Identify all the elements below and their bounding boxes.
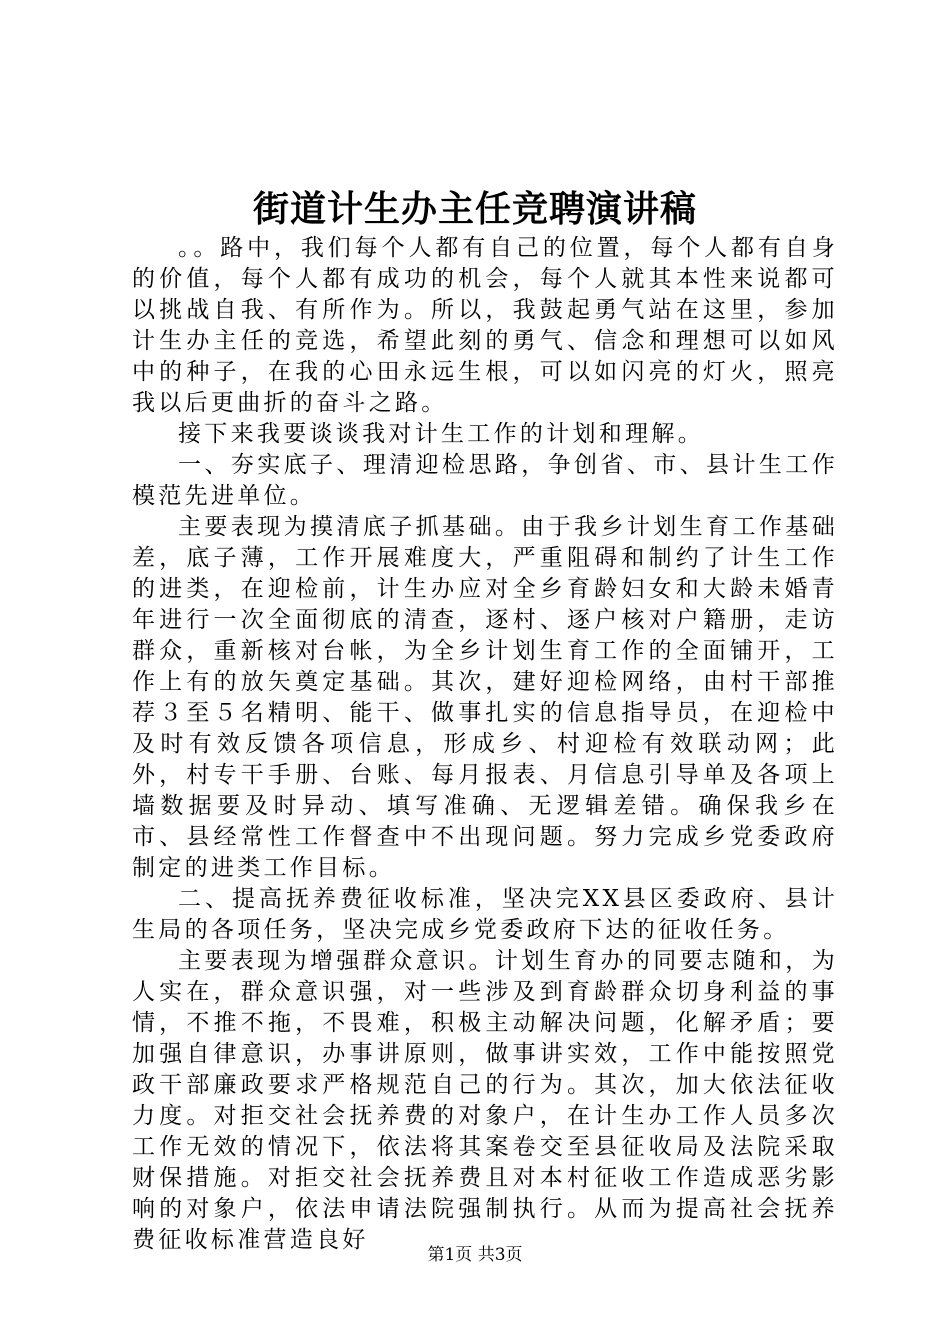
page-footer: 第1页 共3页 xyxy=(427,1245,523,1265)
document-title: 街道计生办主任竞聘演讲稿 xyxy=(252,188,697,230)
paragraph: 主要表现为增强群众意识。计划生育办的同要志随和，为人实在，群众意识强，对一些涉及到育龄群众切身利益的事情，不推不拖，不畏难，积极主动解决问题，化解矛盾；要加强自律意识，办事讲原则，做事讲实效，工作中能按照党政干部廉政要求严格规范自己的行为。其次，加大依法征收力度。对拒交社会抚养费的对象户，在计生办工作人员多次工作无效的情况下，依法将其案卷交至县征收局及法院采取财保措施。对拒交社会抚养费且对本村征收工作造成恶劣影响的对象户，依法申请法院强制执行。从而为提高社会抚养费征收标准营造良好 xyxy=(132,948,838,1253)
paragraph: 。。路中，我们每个人都有自己的位置，每个人都有自身的价值，每个人都有成功的机会，每个人就其本性来说都可以挑战自我、有所作为。所以，我鼓起勇气站在这里，参加计生办主任的竞选，希望此刻的勇气、信念和理想可以如风中的种子，在我的心田永远生根，可以如闪亮的灯火，照亮我以后更曲折的奋斗之路。 xyxy=(132,235,838,416)
paragraph: 一、夯实底子、理清迎检思路，争创省、市、县计生工作模范先进单位。 xyxy=(132,452,838,509)
paragraph: 主要表现为摸清底子抓基础。由于我乡计划生育工作基础差，底子薄，工作开展难度大，严重阻碍和制约了计生工作的进类，在迎检前，计生办应对全乡育龄妇女和大龄未婚青年进行一次全面彻底的清查，逐村、逐户核对户籍册，走访群众，重新核对台帐，为全乡计划生育工作的全面铺开，工作上有的放矢奠定基础。其次，建好迎检网络，由村干部推荐３至５名精明、能干、做事扎实的信息指导员，在迎检中及时有效反馈各项信息，形成乡、村迎检有效联动网；此外，村专干手册、台账、每月报表、月信息引导单及各项上墙数据要及时异动、填写准确、无逻辑差错。确保我乡在市、县经常性工作督查中不出现问题。努力完成乡党委政府制定的进类工作目标。 xyxy=(132,514,838,881)
paragraph: 二、提高抚养费征收标准，坚决完XX县区委政府、县计生局的各项任务，坚决完成乡党委政府下达的征收任务。 xyxy=(132,886,838,943)
document-body xyxy=(132,233,838,1256)
paragraph: 接下来我要谈谈我对计生工作的计划和理解。 xyxy=(178,421,704,447)
